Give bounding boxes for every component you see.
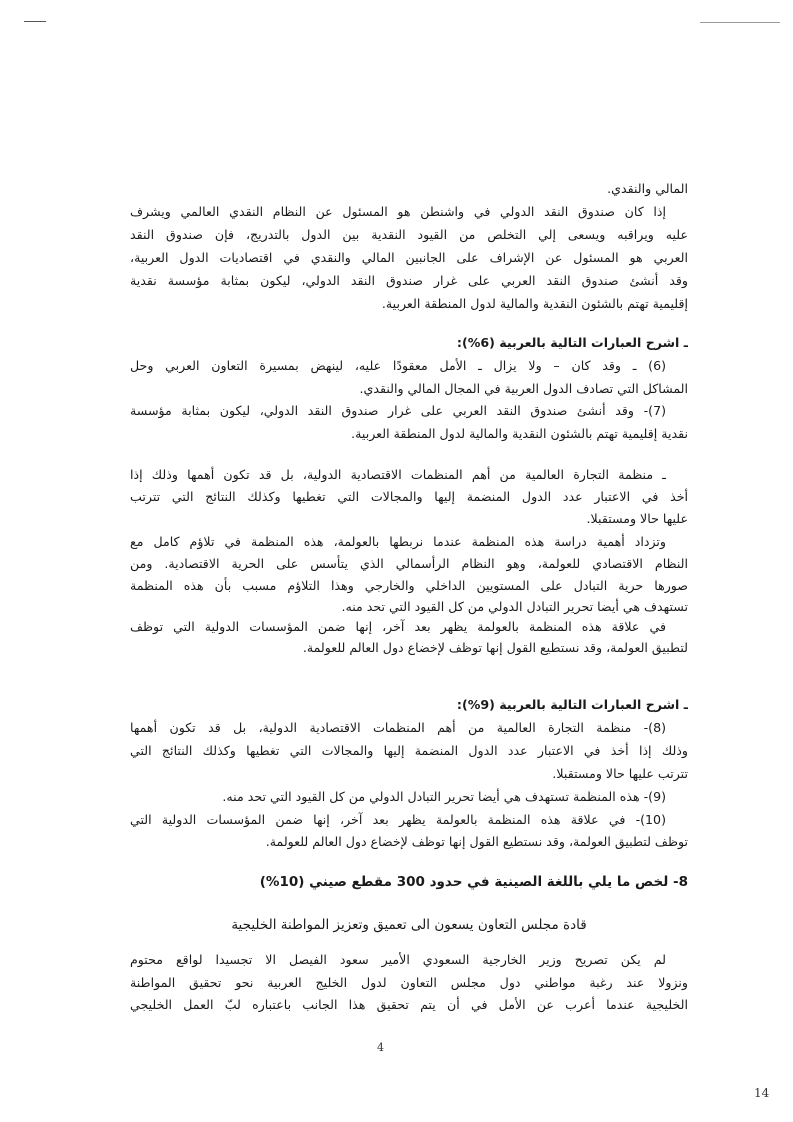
paragraph-line: (7)- وقد أنشئ صندوق النقد العربي على غرار صندوق النقد الدولي، ليكون بمثابة مؤسسة: [130, 403, 666, 418]
paragraph-line: إقليمية تهتم بالشئون النقدية والمالية لدول المنطقة العربية.: [381, 296, 688, 311]
paragraph-line: ونزولا عند رغبة مواطني دول مجلس التعاون لدول الخليج العربية نحو تحقيق المواطنة: [130, 975, 688, 990]
scan-mark-top-right: [700, 22, 780, 23]
section-heading: ـ اشرح العبارات التالية بالعربية (9%):: [456, 697, 688, 712]
paragraph-line: (9)- هذه المنظمة تستهدف هي أيضا تحرير التبادل الدولي من كل القيود التي تحد منه.: [222, 789, 666, 804]
paragraph-line: عليها حالا ومستقبلا.: [586, 511, 688, 526]
paragraph-line: وقد أنشئ صندوق النقد العربي على غرار صندوق النقد الدولي، ليكون بمثابة مؤسسة نقدية: [130, 273, 688, 288]
article-title: قادة مجلس التعاون يسعون الى تعميق وتعزيز المواطنة الخليجية: [231, 917, 587, 933]
paragraph-line: تترتب عليها حالا ومستقبلا.: [552, 766, 688, 781]
sheet-number: 14: [754, 1086, 770, 1100]
paragraph-line: عليه ويراقبه ويسعى إلي التخلص من القيود النقدية بين الدول بالتدريج، فإن صندوق النقد: [130, 227, 688, 242]
question-heading: 8- لخص ما يلي باللغة الصينية في حدود 300 مقطع صيني (10%): [259, 874, 688, 890]
paragraph-line: إذا كان صندوق النقد الدولي في واشنطن هو المسئول عن النظام النقدي العالمي ويشرف: [130, 204, 666, 219]
paragraph-line: النظام الاقتصادي للعولمة، وهو النظام الرأسمالي الذي يتأسس على الحرية الاقتصادية. ومن: [130, 556, 688, 571]
paragraph-line: أخذ في الاعتبار عدد الدول المنضمة إليها والمجالات التي تغطيها وكذلك النتائج التي تترتب: [130, 489, 688, 504]
paragraph-line: ـ منظمة التجارة العالمية من أهم المنظمات الاقتصادية الدولية، بل قد تكون أهمها وذلك إذا: [130, 467, 666, 482]
paragraph-line: توظف لتطبيق العولمة، وقد نستطيع القول إنها توظف لإخضاع دول العالم للعولمة.: [265, 834, 688, 849]
paragraph-line: تستهدف هي أيضا تحرير التبادل الدولي من كل القيود التي تحد منه.: [341, 599, 688, 614]
paragraph-line: المالي والنقدي.: [607, 181, 688, 196]
paragraph-line: نقدية إقليمية تهتم بالشئون النقدية والمالية لدول المنطقة العربية.: [351, 426, 688, 441]
section-heading: ـ اشرح العبارات التالية بالعربية (6%):: [456, 335, 688, 350]
paragraph-line: وذلك إذا أخذ في الاعتبار عدد الدول المنضمة إليها والمجالات التي تغطيها وكذلك النتائج التي: [130, 743, 688, 758]
paragraph-line: صورها حرية التبادل على المستويين الداخلي والخارجي وهذا التلاؤم مسبب بأن هذه المنظمة: [130, 578, 688, 593]
paragraph-line: لتطبيق العولمة، وقد نستطيع القول إنها توظف لإخضاع دول العالم للعولمة.: [302, 640, 688, 655]
paragraph-line: العربي هو المسئول عن الإشراف على الجانبين المالي والنقدي في اقتصاديات الدول العربية،: [130, 250, 688, 265]
scan-mark-top-left: [24, 21, 46, 22]
paragraph-line: لم يكن تصريح وزير الخارجية السعودي الأمير سعود الفيصل الا تجسيدا لواقع محتوم: [130, 952, 666, 967]
paragraph-line: وتزداد أهمية دراسة هذه المنظمة عندما نربطها بالعولمة، هذه المنظمة في تلاؤم كامل مع: [130, 534, 666, 549]
paragraph-line: في علاقة هذه المنظمة بالعولمة يظهر بعد آخر، إنها ضمن المؤسسات الدولية التي توظف: [130, 619, 666, 634]
paragraph-line: (8)- منظمة التجارة العالمية من أهم المنظمات الاقتصادية الدولية، بل قد تكون أهمها: [130, 720, 666, 735]
paragraph-line: (6) ـ وقد كان – ولا يزال ـ الأمل معقودًا عليه، لينهض بمسيرة التعاون العربي وحل: [130, 358, 666, 373]
paragraph-line: الخليجية عندما أعرب عن الأمل في أن يتم تحقيق هذا الجانب باعتباره لبّ العمل الخليجي: [130, 997, 688, 1012]
paragraph-line: (10)- في علاقة هذه المنظمة بالعولمة يظهر بعد آخر، إنها ضمن المؤسسات الدولية التي: [130, 812, 666, 827]
page-number: 4: [377, 1041, 384, 1054]
paragraph-line: المشاكل التي تصادف الدول العربية في المجال المالي والنقدي.: [359, 381, 688, 396]
